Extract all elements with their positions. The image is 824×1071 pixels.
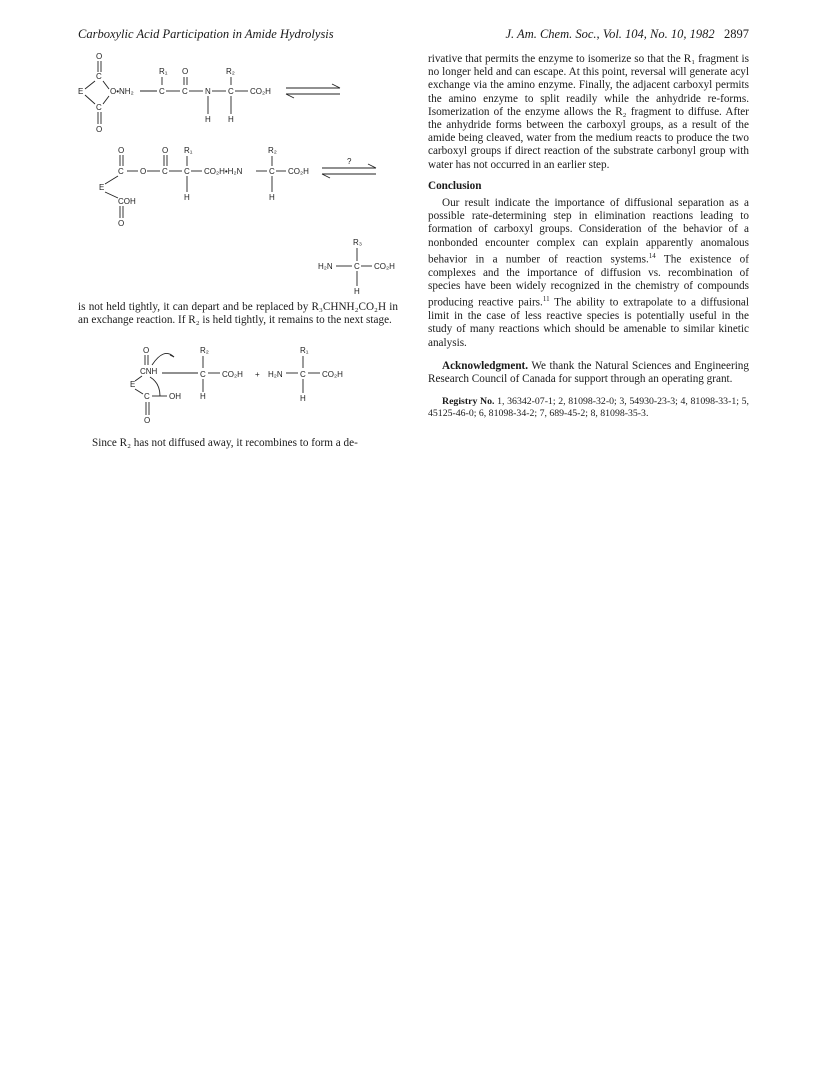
s3-h: H: [354, 287, 360, 296]
volume-issue: Vol. 104, No. 10, 1982: [602, 27, 715, 41]
page-number: 2897: [724, 27, 749, 41]
running-head-citation: [447, 27, 749, 42]
conclusion-heading: Conclusion: [428, 179, 482, 192]
s2-o1: O: [118, 146, 125, 155]
s2-o-link: O: [140, 167, 147, 176]
s4-cnh: CNH: [140, 367, 158, 376]
s2-r1: R₁: [184, 146, 193, 155]
s1-c-bot: C: [96, 103, 102, 112]
s2-h2: H: [269, 193, 275, 202]
s2-coh: COH: [118, 197, 136, 206]
s1-c1: C: [159, 87, 165, 96]
s2-co2h: CO₂H: [288, 167, 309, 176]
s2-c1: C: [118, 167, 124, 176]
left-para-2: Since R₂ has not diffused away, it recombines to form a de-: [92, 437, 358, 449]
s2-h1: H: [184, 193, 190, 202]
journal-name: J. Am. Chem. Soc.,: [505, 27, 600, 41]
s4-e: E: [130, 380, 136, 389]
right-para-1: rivative that permits the enzyme to isomerize so that the R₁ fragment is no longer held and can escape. At this point, reversal will generate acyl exchange via the amino enzyme. Finally, the adjacent carboxyl permits the amino enzyme to split readily while the anhydride re-forms. Isomerization of the enzyme allows the R₂ fragment to diffuse. After the anhydride forms between the carboxyl groups, as a result of the amide being cleaved, water from the medium reacts to produce the two carboxyl groups if direct reaction of the substrate carbonyl group with water has not occurred in an earlier step.: [428, 53, 749, 171]
s4-co2h-1: CO₂H: [222, 370, 243, 379]
s1-c3: C: [228, 87, 234, 96]
s4-c2: C: [300, 370, 306, 379]
s4-c1: C: [200, 370, 206, 379]
ack-text: We thank the Natural Sciences and Engineering Research Council of Canada for support through an operating grant.: [428, 359, 749, 385]
s2-mid: CO₂H•H₂N: [204, 167, 243, 176]
s4-h1: H: [200, 392, 206, 401]
s4-plus: +: [255, 370, 260, 379]
s1-h2: H: [228, 115, 234, 124]
conclusion-text-3: The ability to extrapolate to a diffusional limit in the case of less reactive species is potentially useful in the study of many reactions which should be amenable to similar kinetic analysis.: [428, 296, 749, 349]
s2-c4: C: [269, 167, 275, 176]
left-column-paragraph-2: [78, 437, 398, 450]
conclusion-paragraph: [428, 197, 749, 350]
s1-r2: R₂: [226, 67, 235, 76]
s4-c: C: [144, 392, 150, 401]
right-column: [428, 53, 749, 420]
registry-label: Registry No.: [442, 396, 495, 408]
s3-r3: R₃: [353, 238, 363, 247]
s1-h1: H: [205, 115, 211, 124]
s1-o-top: O: [96, 52, 103, 61]
s4-o-bot: O: [144, 416, 151, 425]
registry-numbers: [428, 396, 749, 420]
s1-r1: R₁: [159, 67, 168, 76]
s1-o-bot: O: [96, 125, 103, 134]
s4-h2n: H₂N: [268, 370, 283, 379]
s3-co2h: CO₂H: [374, 262, 395, 271]
acknowledgment: [428, 360, 749, 386]
s1-link: O•NH₂: [110, 87, 134, 96]
s1-e: E: [78, 87, 84, 96]
s4-r2: R₂: [200, 346, 209, 355]
s2-c3: C: [184, 167, 190, 176]
conclusion-text-2: The existence of complexes and the importance of diffusion vs. recombination of species have been widely recognized in the chemistry of compounds producing reactive pairs.: [428, 253, 749, 309]
conclusion-text-1: Our result indicate the importance of diffusional separation as a possible rate-determining step in elimination reactions leading to formation of carboxyl groups. Consideration of the behavior of a nonbonded encounter complex can explain apparently anomalous behavior in a number of reaction systems.: [428, 197, 749, 266]
ack-label: Acknowledgment.: [442, 359, 529, 372]
running-head-title: Carboxylic Acid Participation in Amide Hydrolysis: [78, 27, 334, 41]
s2-o3: O: [118, 219, 125, 228]
left-column-paragraph-1: [78, 301, 398, 327]
scheme-4-structure: [130, 343, 360, 427]
s1-o-mid: O: [182, 67, 189, 76]
s4-r1: R₁: [300, 346, 309, 355]
scheme-3-structure: [318, 236, 404, 298]
s1-n: N: [205, 87, 211, 96]
s4-co2h-2: CO₂H: [322, 370, 343, 379]
registry-text: 1, 36342-07-1; 2, 81098-32-0; 3, 54930-23-3; 4, 81098-33-1; 5, 45125-46-0; 6, 81098-34-2; 7, 689-45-2; 8, 81098-35-3.: [428, 396, 749, 420]
s4-h2: H: [300, 394, 306, 403]
left-para-1: is not held tightly, it can depart and be replaced by R₃CHNH₂CO₂H in an exchange reaction. If R₂ is held tightly, it remains to the next stage.: [78, 301, 398, 327]
s1-co2h: CO₂H: [250, 87, 271, 96]
scheme-1-structure: [78, 48, 368, 140]
s3-h2n: H₂N: [318, 262, 333, 271]
s1-c-top: C: [96, 72, 102, 81]
s4-oh: OH: [169, 392, 181, 401]
ref-11: 11: [542, 295, 550, 304]
scheme-2-structure: [96, 142, 386, 234]
s2-e: E: [99, 183, 105, 192]
s2-o2: O: [162, 146, 169, 155]
s4-o-top: O: [143, 346, 150, 355]
s3-c: C: [354, 262, 360, 271]
s2-arrow-label: ?: [347, 157, 352, 166]
s2-r2: R₂: [268, 146, 277, 155]
s1-c2: C: [182, 87, 188, 96]
s2-c2: C: [162, 167, 168, 176]
ref-14: 14: [648, 251, 656, 260]
